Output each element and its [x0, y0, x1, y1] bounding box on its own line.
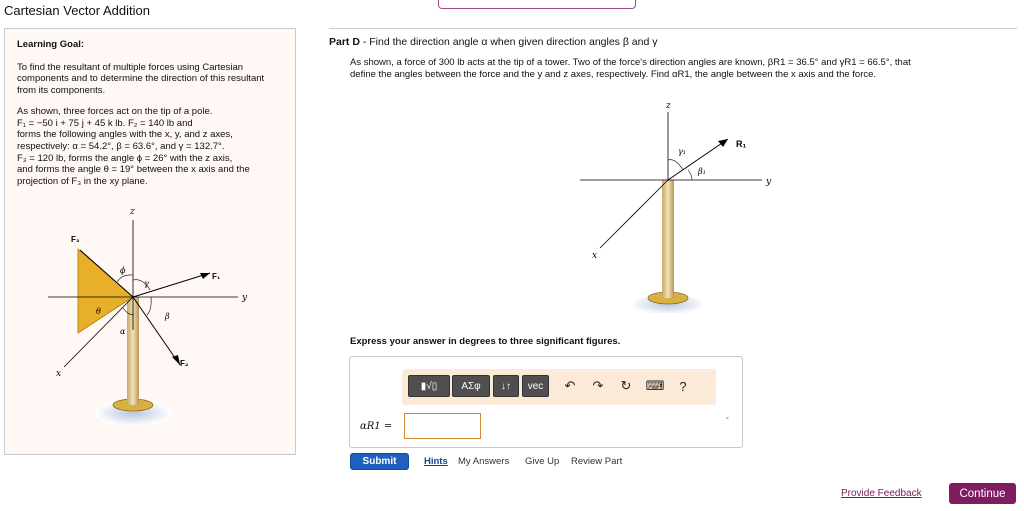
x-axis: [600, 180, 668, 248]
gamma1-arc: [668, 160, 683, 170]
reset-icon[interactable]: ↻: [620, 378, 632, 393]
help-icon[interactable]: ?: [679, 378, 687, 394]
section-divider: [329, 28, 1017, 29]
submit-button[interactable]: Submit: [350, 453, 409, 470]
x-label: x: [56, 369, 62, 379]
phi-label: ϕ: [120, 266, 126, 275]
answer-instruction: Express your answer in degrees to three significant figures.: [350, 336, 621, 347]
part-label: Part D: [329, 36, 360, 48]
three-forces-figure: [40, 200, 260, 440]
app-title: Cartesian Vector Addition: [4, 3, 150, 18]
f3-triangle: [78, 249, 133, 333]
math-toolbar: [402, 369, 716, 405]
y-label: y: [242, 293, 248, 303]
prompt-line: As shown, a force of 300 lb acts at the tip of a tower. Two of the force's direction angles are known, βR1 = 36.5° and γR1 = 66.5°, that: [350, 57, 911, 68]
beta1-label: β₁: [698, 167, 706, 176]
beta-arc: [147, 297, 151, 315]
beta1-arc: [688, 170, 692, 180]
problem-line: and forms the angle θ = 19° between the x axis and the: [17, 164, 250, 176]
alpha-label: α: [120, 327, 126, 336]
beta-label: β: [165, 312, 170, 321]
my-answers-link[interactable]: My Answers: [458, 456, 510, 467]
symbols-button[interactable]: ΑΣφ: [452, 375, 490, 397]
tower-force-figure: [570, 98, 790, 313]
theta-label: θ: [96, 307, 101, 316]
x-label: x: [592, 251, 598, 261]
z-label: z: [130, 207, 135, 217]
problem-line: forms the following angles with the x, y, and z axes,: [17, 129, 233, 141]
gamma-label: γ: [144, 279, 149, 288]
undo-icon[interactable]: ↶: [564, 378, 576, 393]
redo-icon[interactable]: ↷: [592, 378, 604, 393]
problem-line: F₁ = −50 i + 75 j + 45 k lb. F₂ = 140 lb and: [17, 117, 193, 129]
f2-vector: [133, 297, 180, 365]
degree-unit: °: [726, 417, 729, 424]
keyboard-icon[interactable]: ⌨: [645, 378, 665, 393]
f2-arrowhead: [172, 355, 180, 365]
gamma1-label: γ₁: [678, 147, 686, 156]
continue-button[interactable]: Continue: [949, 483, 1016, 504]
part-title: [329, 36, 657, 48]
answer-box: [349, 356, 743, 448]
problem-line: respectively: α = 54.2°, β = 63.6°, and γ = 132.7°.: [17, 141, 225, 153]
problem-line: projection of F₃ in the xy plane.: [17, 175, 148, 187]
vec-button[interactable]: vec: [522, 375, 549, 397]
hints-link[interactable]: Hints: [424, 456, 448, 467]
answer-variable-label: αR1 =: [360, 421, 393, 432]
problem-line: As shown, three forces act on the tip of a pole.: [17, 106, 213, 118]
f2-label: F₂: [180, 359, 189, 368]
prompt-line: define the angles between the force and the y and z axes, respectively. Find αR1, the angle between the x axis and the force.: [350, 69, 877, 81]
review-part-link[interactable]: Review Part: [571, 456, 623, 467]
provide-feedback-link[interactable]: Provide Feedback: [841, 488, 922, 499]
answer-input[interactable]: [404, 413, 481, 439]
part-title-text: - Find the direction angle α when given direction angles β and γ: [362, 36, 658, 48]
r1-label: R₁: [736, 139, 747, 149]
f1-label: F₁: [212, 272, 221, 281]
problem-line: F₃ = 120 lb, forms the angle ϕ = 26° with the z axis,: [17, 152, 233, 164]
header-tab-outline: [438, 0, 636, 9]
tower: [662, 180, 674, 298]
phi-arc: [117, 275, 133, 282]
f3-label: F₃: [71, 235, 80, 244]
f1-arrowhead: [200, 273, 210, 279]
r1-arrowhead: [718, 139, 728, 147]
problem-statement: [17, 106, 285, 187]
give-up-link[interactable]: Give Up: [525, 456, 560, 467]
learning-goal-text: To find the resultant of multiple forces using Cartesian components and to determine the direction of this resultant from its components.: [17, 61, 265, 96]
subscript-button[interactable]: ↓↑: [493, 375, 519, 397]
learning-goal-heading: Learning Goal:: [17, 39, 85, 50]
y-label: y: [766, 177, 772, 187]
template-button[interactable]: ▮√▯: [408, 375, 450, 397]
z-label: z: [666, 101, 671, 111]
part-prompt: [350, 57, 1010, 82]
